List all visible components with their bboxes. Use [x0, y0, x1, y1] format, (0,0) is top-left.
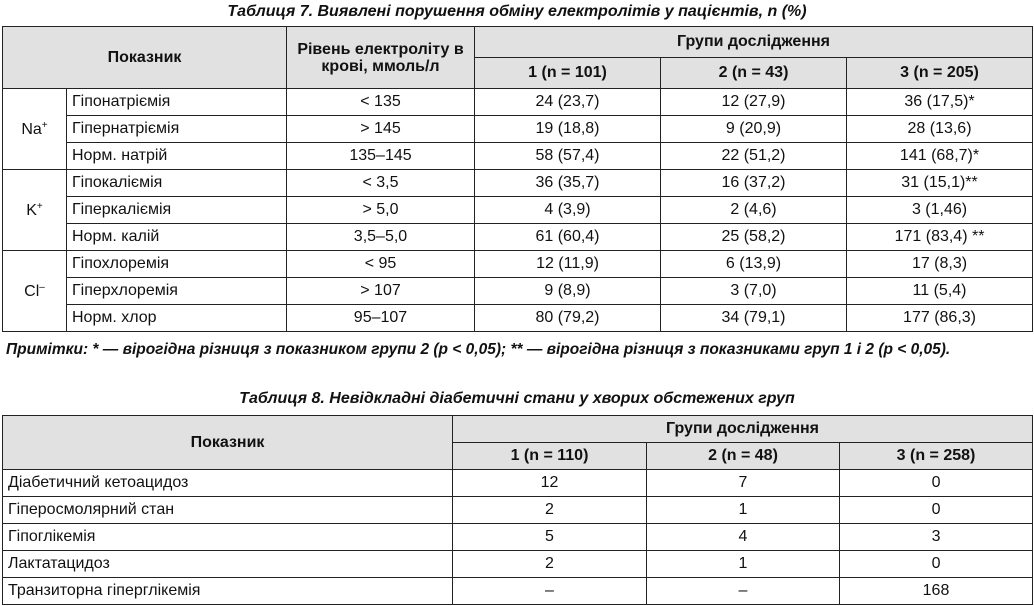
table-row [3, 251, 1033, 278]
group-2-value: 34 (79,1) [661, 305, 847, 332]
ion-label-chloride: Cl– [3, 251, 67, 332]
indicator-name: Діабетичний кетоацидоз [3, 470, 453, 497]
table-row [3, 305, 1033, 332]
table-row [3, 116, 1033, 143]
group-3-value: 177 (86,3) [847, 305, 1033, 332]
table-row [3, 143, 1033, 170]
indicator-name: Гіпернатріємія [67, 116, 287, 143]
indicator-name: Гіпокаліємія [67, 170, 287, 197]
group-3-value: 17 (8,3) [847, 251, 1033, 278]
group-1-value: 2 [453, 497, 647, 524]
group-3-value: 28 (13,6) [847, 116, 1033, 143]
group-2-value: 1 [647, 497, 840, 524]
table7-notes: Примітки: * — вірогідна різниця з показником групи 2 (p < 0,05); ** — вірогідна різниця з показниками груп 1 і 2 (p < 0,05). [6, 341, 951, 358]
table8-header-group-1: 1 (n = 110) [453, 443, 647, 470]
indicator-name: Гіперхлоремія [67, 278, 287, 305]
level-range: > 107 [287, 278, 475, 305]
group-1-value: 80 (79,2) [475, 305, 661, 332]
level-range: 135–145 [287, 143, 475, 170]
indicator-name: Норм. калій [67, 224, 287, 251]
group-3-value: 0 [840, 551, 1033, 578]
table7-header-group-2: 2 (n = 43) [661, 58, 847, 89]
table8-header-group-3: 3 (n = 258) [840, 443, 1033, 470]
group-2-value: 7 [647, 470, 840, 497]
table-row [3, 524, 1033, 551]
group-3-value: 31 (15,1)** [847, 170, 1033, 197]
table-row [3, 224, 1033, 251]
group-3-value: 11 (5,4) [847, 278, 1033, 305]
group-1-value: 24 (23,7) [475, 89, 661, 116]
group-1-value: 9 (8,9) [475, 278, 661, 305]
indicator-name: Норм. натрій [67, 143, 287, 170]
table-row [3, 578, 1033, 605]
table7-header-group-3: 3 (n = 205) [847, 58, 1033, 89]
table8-header-indicator: Показник [3, 416, 453, 470]
indicator-name: Норм. хлор [67, 305, 287, 332]
indicator-name: Гіпонатріємія [67, 89, 287, 116]
electrolyte-table [2, 26, 1033, 332]
table-row [3, 89, 1033, 116]
table7-header-indicator: Показник [3, 27, 287, 89]
group-1-value: 19 (18,8) [475, 116, 661, 143]
indicator-name: Гіпохлоремія [67, 251, 287, 278]
group-2-value: 22 (51,2) [661, 143, 847, 170]
emergency-states-table [2, 415, 1033, 605]
ion-label-sodium: Na+ [3, 89, 67, 170]
group-3-value: 168 [840, 578, 1033, 605]
group-1-value: 58 (57,4) [475, 143, 661, 170]
table-row [3, 278, 1033, 305]
group-2-value: 16 (37,2) [661, 170, 847, 197]
table8-header-row-1 [3, 416, 1033, 443]
group-2-value: 1 [647, 551, 840, 578]
group-3-value: 3 (1,46) [847, 197, 1033, 224]
group-3-value: 0 [840, 470, 1033, 497]
group-2-value: 9 (20,9) [661, 116, 847, 143]
group-3-value: 141 (68,7)* [847, 143, 1033, 170]
table7-header-groups: Групи дослідження [475, 27, 1033, 58]
group-2-value: 2 (4,6) [661, 197, 847, 224]
ion-label-potassium: K+ [3, 170, 67, 251]
level-range: < 95 [287, 251, 475, 278]
table8-caption: Таблиця 8. Невідкладні діабетичні стани у хворих обстежених груп [239, 390, 795, 407]
table7-caption: Таблиця 7. Виявлені порушення обміну електролітів у пацієнтів, n (%) [227, 3, 807, 20]
table-row [3, 497, 1033, 524]
level-range: 95–107 [287, 305, 475, 332]
table-row [3, 197, 1033, 224]
group-2-value: 12 (27,9) [661, 89, 847, 116]
table-row [3, 551, 1033, 578]
level-range: > 145 [287, 116, 475, 143]
group-2-value: – [647, 578, 840, 605]
indicator-name: Гіперкаліємія [67, 197, 287, 224]
group-2-value: 4 [647, 524, 840, 551]
level-range: < 135 [287, 89, 475, 116]
table7-header-row-1 [3, 27, 1033, 58]
group-3-value: 36 (17,5)* [847, 89, 1033, 116]
table8-header-groups: Групи дослідження [453, 416, 1033, 443]
group-1-value: 4 (3,9) [475, 197, 661, 224]
level-range: > 5,0 [287, 197, 475, 224]
group-2-value: 3 (7,0) [661, 278, 847, 305]
indicator-name: Транзиторна гіперглікемія [3, 578, 453, 605]
table-row [3, 470, 1033, 497]
group-2-value: 6 (13,9) [661, 251, 847, 278]
table7-header-group-1: 1 (n = 101) [475, 58, 661, 89]
table-row [3, 170, 1033, 197]
group-1-value: 61 (60,4) [475, 224, 661, 251]
group-1-value: 5 [453, 524, 647, 551]
group-2-value: 25 (58,2) [661, 224, 847, 251]
table7-header-level: Рівень електроліту в крові, ммоль/л [287, 27, 475, 89]
indicator-name: Гіперосмолярний стан [3, 497, 453, 524]
group-1-value: 12 [453, 470, 647, 497]
group-3-value: 3 [840, 524, 1033, 551]
group-3-value: 171 (83,4) ** [847, 224, 1033, 251]
indicator-name: Гіпоглікемія [3, 524, 453, 551]
indicator-name: Лактатацидоз [3, 551, 453, 578]
level-range: 3,5–5,0 [287, 224, 475, 251]
group-3-value: 0 [840, 497, 1033, 524]
group-1-value: – [453, 578, 647, 605]
group-1-value: 36 (35,7) [475, 170, 661, 197]
level-range: < 3,5 [287, 170, 475, 197]
group-1-value: 12 (11,9) [475, 251, 661, 278]
table8-header-group-2: 2 (n = 48) [647, 443, 840, 470]
group-1-value: 2 [453, 551, 647, 578]
